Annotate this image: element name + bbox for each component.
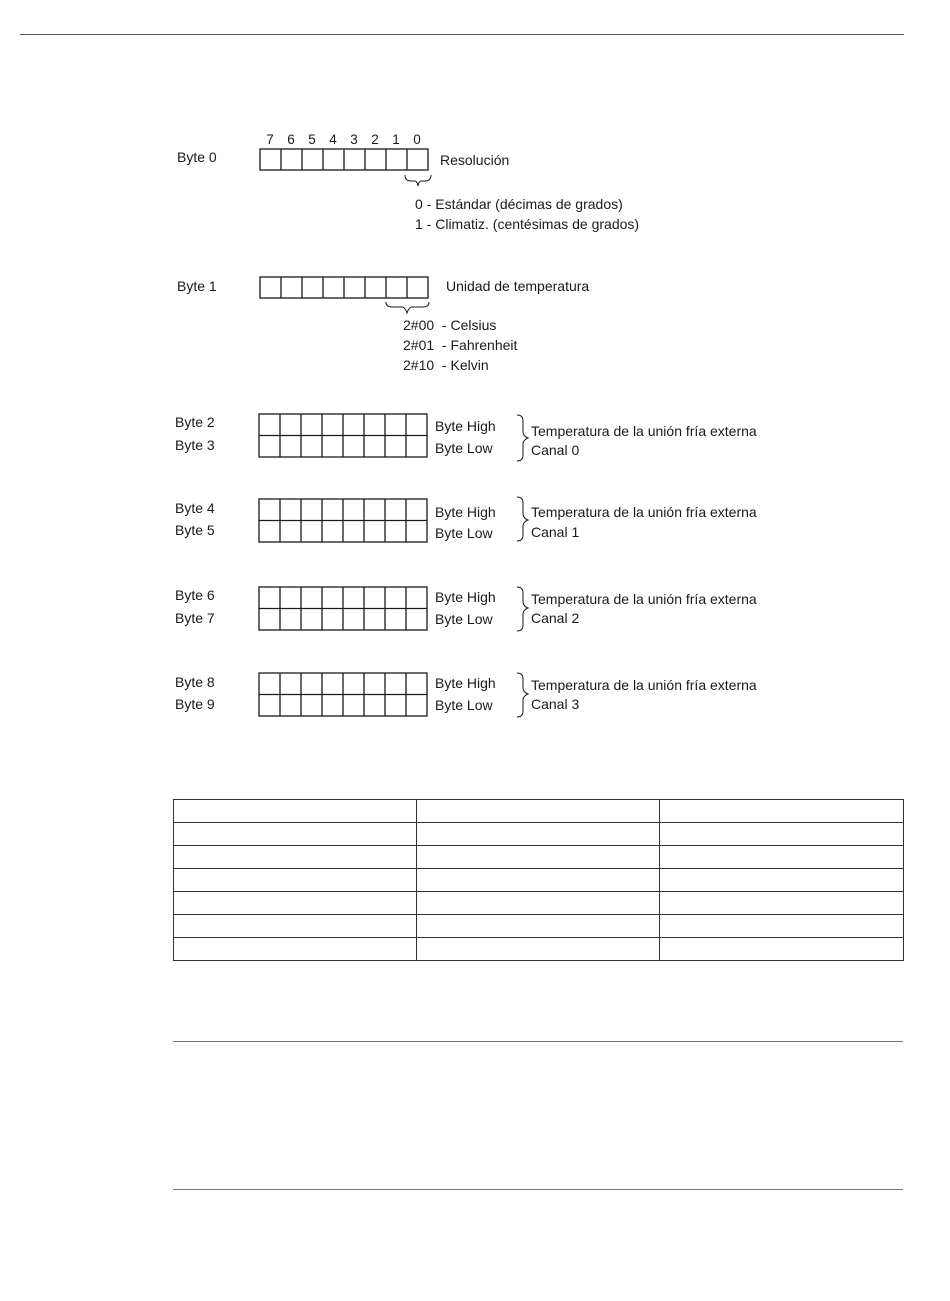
bit-label-3: 3: [350, 132, 358, 147]
byte0-field-name: Resolución: [440, 152, 510, 168]
table-cell: [174, 846, 417, 869]
byte-pair-1: [175, 497, 757, 542]
table-row: [174, 823, 904, 846]
table-cell: [417, 892, 660, 915]
byte0-label: Byte 0: [177, 149, 217, 165]
pair3-byte-low-text: Byte Low: [435, 697, 493, 713]
pair0-bit-grid: [259, 414, 427, 457]
byte1-bit-cells: [260, 277, 428, 298]
byte1-field-name: Unidad de temperatura: [446, 278, 590, 294]
table-cell: [660, 800, 904, 823]
bit-label-7: 7: [266, 132, 274, 147]
table-row: [174, 938, 904, 961]
bit-label-2: 2: [371, 132, 379, 147]
table-cell: [174, 800, 417, 823]
table-row: [174, 800, 904, 823]
table-cell: [417, 869, 660, 892]
byte1-option-2: 2#10 - Kelvin: [403, 357, 489, 373]
pair2-description: Temperatura de la unión fría externa: [531, 591, 757, 607]
table-cell: [174, 869, 417, 892]
pair3-low-byte-label: Byte 9: [175, 696, 215, 712]
byte-pair-3: [175, 673, 757, 717]
pair0-channel: Canal 0: [531, 442, 580, 458]
pair2-high-byte-label: Byte 6: [175, 587, 215, 603]
empty-table: [173, 799, 904, 961]
byte0-option-0: 0 - Estándar (décimas de grados): [415, 196, 623, 212]
pair1-description: Temperatura de la unión fría externa: [531, 504, 757, 520]
table-cell: [660, 892, 904, 915]
byte1-brace: [386, 302, 429, 313]
section-rule-upper: [173, 1041, 903, 1042]
pair0-high-byte-label: Byte 2: [175, 414, 215, 430]
bit-label-5: 5: [308, 132, 316, 147]
pair2-low-byte-label: Byte 7: [175, 610, 215, 626]
section-rule-lower: [173, 1189, 903, 1190]
pair0-description: Temperatura de la unión fría externa: [531, 423, 757, 439]
bit-label-6: 6: [287, 132, 295, 147]
table-cell: [174, 823, 417, 846]
pair1-byte-high-text: Byte High: [435, 504, 496, 520]
pair3-high-byte-label: Byte 8: [175, 674, 215, 690]
byte1-label: Byte 1: [177, 278, 217, 294]
byte-pair-2: [175, 587, 757, 631]
byte0-bit-cells: [260, 149, 428, 170]
table-cell: [417, 938, 660, 961]
pair0-byte-high-text: Byte High: [435, 418, 496, 434]
table-cell: [660, 823, 904, 846]
byte1-option-0: 2#00 - Celsius: [403, 317, 497, 333]
table-cell: [660, 938, 904, 961]
table-row: [174, 915, 904, 938]
pair3-channel: Canal 3: [531, 696, 580, 712]
bit-number-header: [266, 132, 421, 147]
pair1-bit-grid: [259, 499, 427, 542]
table-row: [174, 869, 904, 892]
pair1-brace: [517, 497, 528, 541]
pair3-brace: [517, 673, 528, 717]
table-row: [174, 892, 904, 915]
byte0-block: [177, 149, 639, 232]
pair3-description: Temperatura de la unión fría externa: [531, 677, 757, 693]
table-cell: [417, 915, 660, 938]
pair0-brace: [517, 415, 528, 461]
table-cell: [417, 800, 660, 823]
pair2-byte-low-text: Byte Low: [435, 611, 493, 627]
bit-label-0: 0: [413, 132, 421, 147]
pair2-brace: [517, 587, 528, 631]
table-cell: [417, 846, 660, 869]
table-cell: [660, 846, 904, 869]
byte-pair-0: [175, 414, 757, 461]
table-cell: [174, 938, 417, 961]
byte1-block: [177, 277, 589, 373]
table-cell: [660, 915, 904, 938]
pair3-bit-grid: [259, 673, 427, 716]
pair2-bit-grid: [259, 587, 427, 630]
pair1-channel: Canal 1: [531, 524, 580, 540]
pair1-low-byte-label: Byte 5: [175, 522, 215, 538]
byte0-brace: [405, 175, 431, 186]
pair1-high-byte-label: Byte 4: [175, 500, 215, 516]
table-cell: [417, 823, 660, 846]
bit-label-1: 1: [392, 132, 400, 147]
pair2-channel: Canal 2: [531, 610, 580, 626]
table-cell: [660, 869, 904, 892]
pair2-byte-high-text: Byte High: [435, 589, 496, 605]
table-cell: [174, 892, 417, 915]
pair0-byte-low-text: Byte Low: [435, 440, 493, 456]
table-cell: [174, 915, 417, 938]
bit-label-4: 4: [329, 132, 337, 147]
pair1-byte-low-text: Byte Low: [435, 525, 493, 541]
pair0-low-byte-label: Byte 3: [175, 437, 215, 453]
table-row: [174, 846, 904, 869]
byte0-option-1: 1 - Climatiz. (centésimas de grados): [415, 216, 640, 232]
byte1-option-1: 2#01 - Fahrenheit: [403, 337, 518, 353]
pair3-byte-high-text: Byte High: [435, 675, 496, 691]
